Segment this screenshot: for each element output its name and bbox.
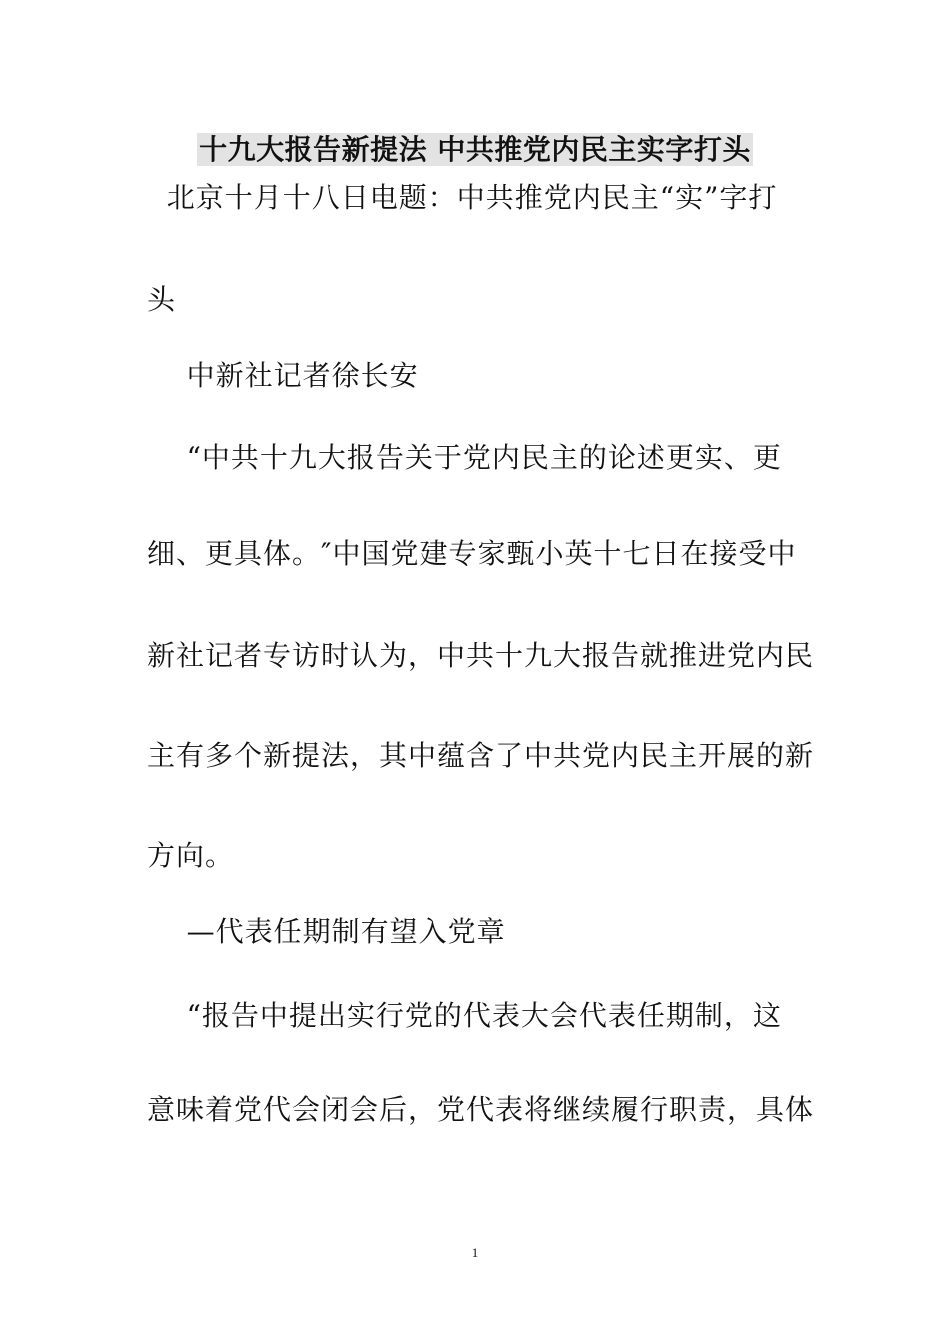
byline: 中新社记者徐长安 (147, 359, 419, 392)
document-title (0, 128, 950, 172)
body-line: 头 (147, 283, 177, 316)
page-number: 1 (471, 1245, 479, 1260)
body-line: 新社记者专访时认为，中共十九大报告就推进党内民 (147, 639, 815, 672)
document-title-text: 十九大报告新提法 中共推党内民主实字打头 (199, 133, 751, 166)
body-line: 细、更具体。″中国党建专家甄小英十七日在接受中 (147, 537, 797, 570)
body-line: 意味着党代会闭会后，党代表将继续履行职责，具体 (147, 1093, 815, 1126)
body-line: “报告中提出实行党的代表大会代表任期制，这 (147, 999, 782, 1032)
body-line: 方向。 (147, 839, 235, 872)
body-line: 北京十月十八日电题：中共推党内民主“实”字打 (147, 181, 778, 214)
section-heading: —代表任期制有望入党章 (147, 915, 506, 948)
body-line: 主有多个新提法，其中蕴含了中共党内民主开展的新 (147, 739, 815, 772)
body-line: “中共十九大报告关于党内民主的论述更实、更 (147, 441, 782, 474)
